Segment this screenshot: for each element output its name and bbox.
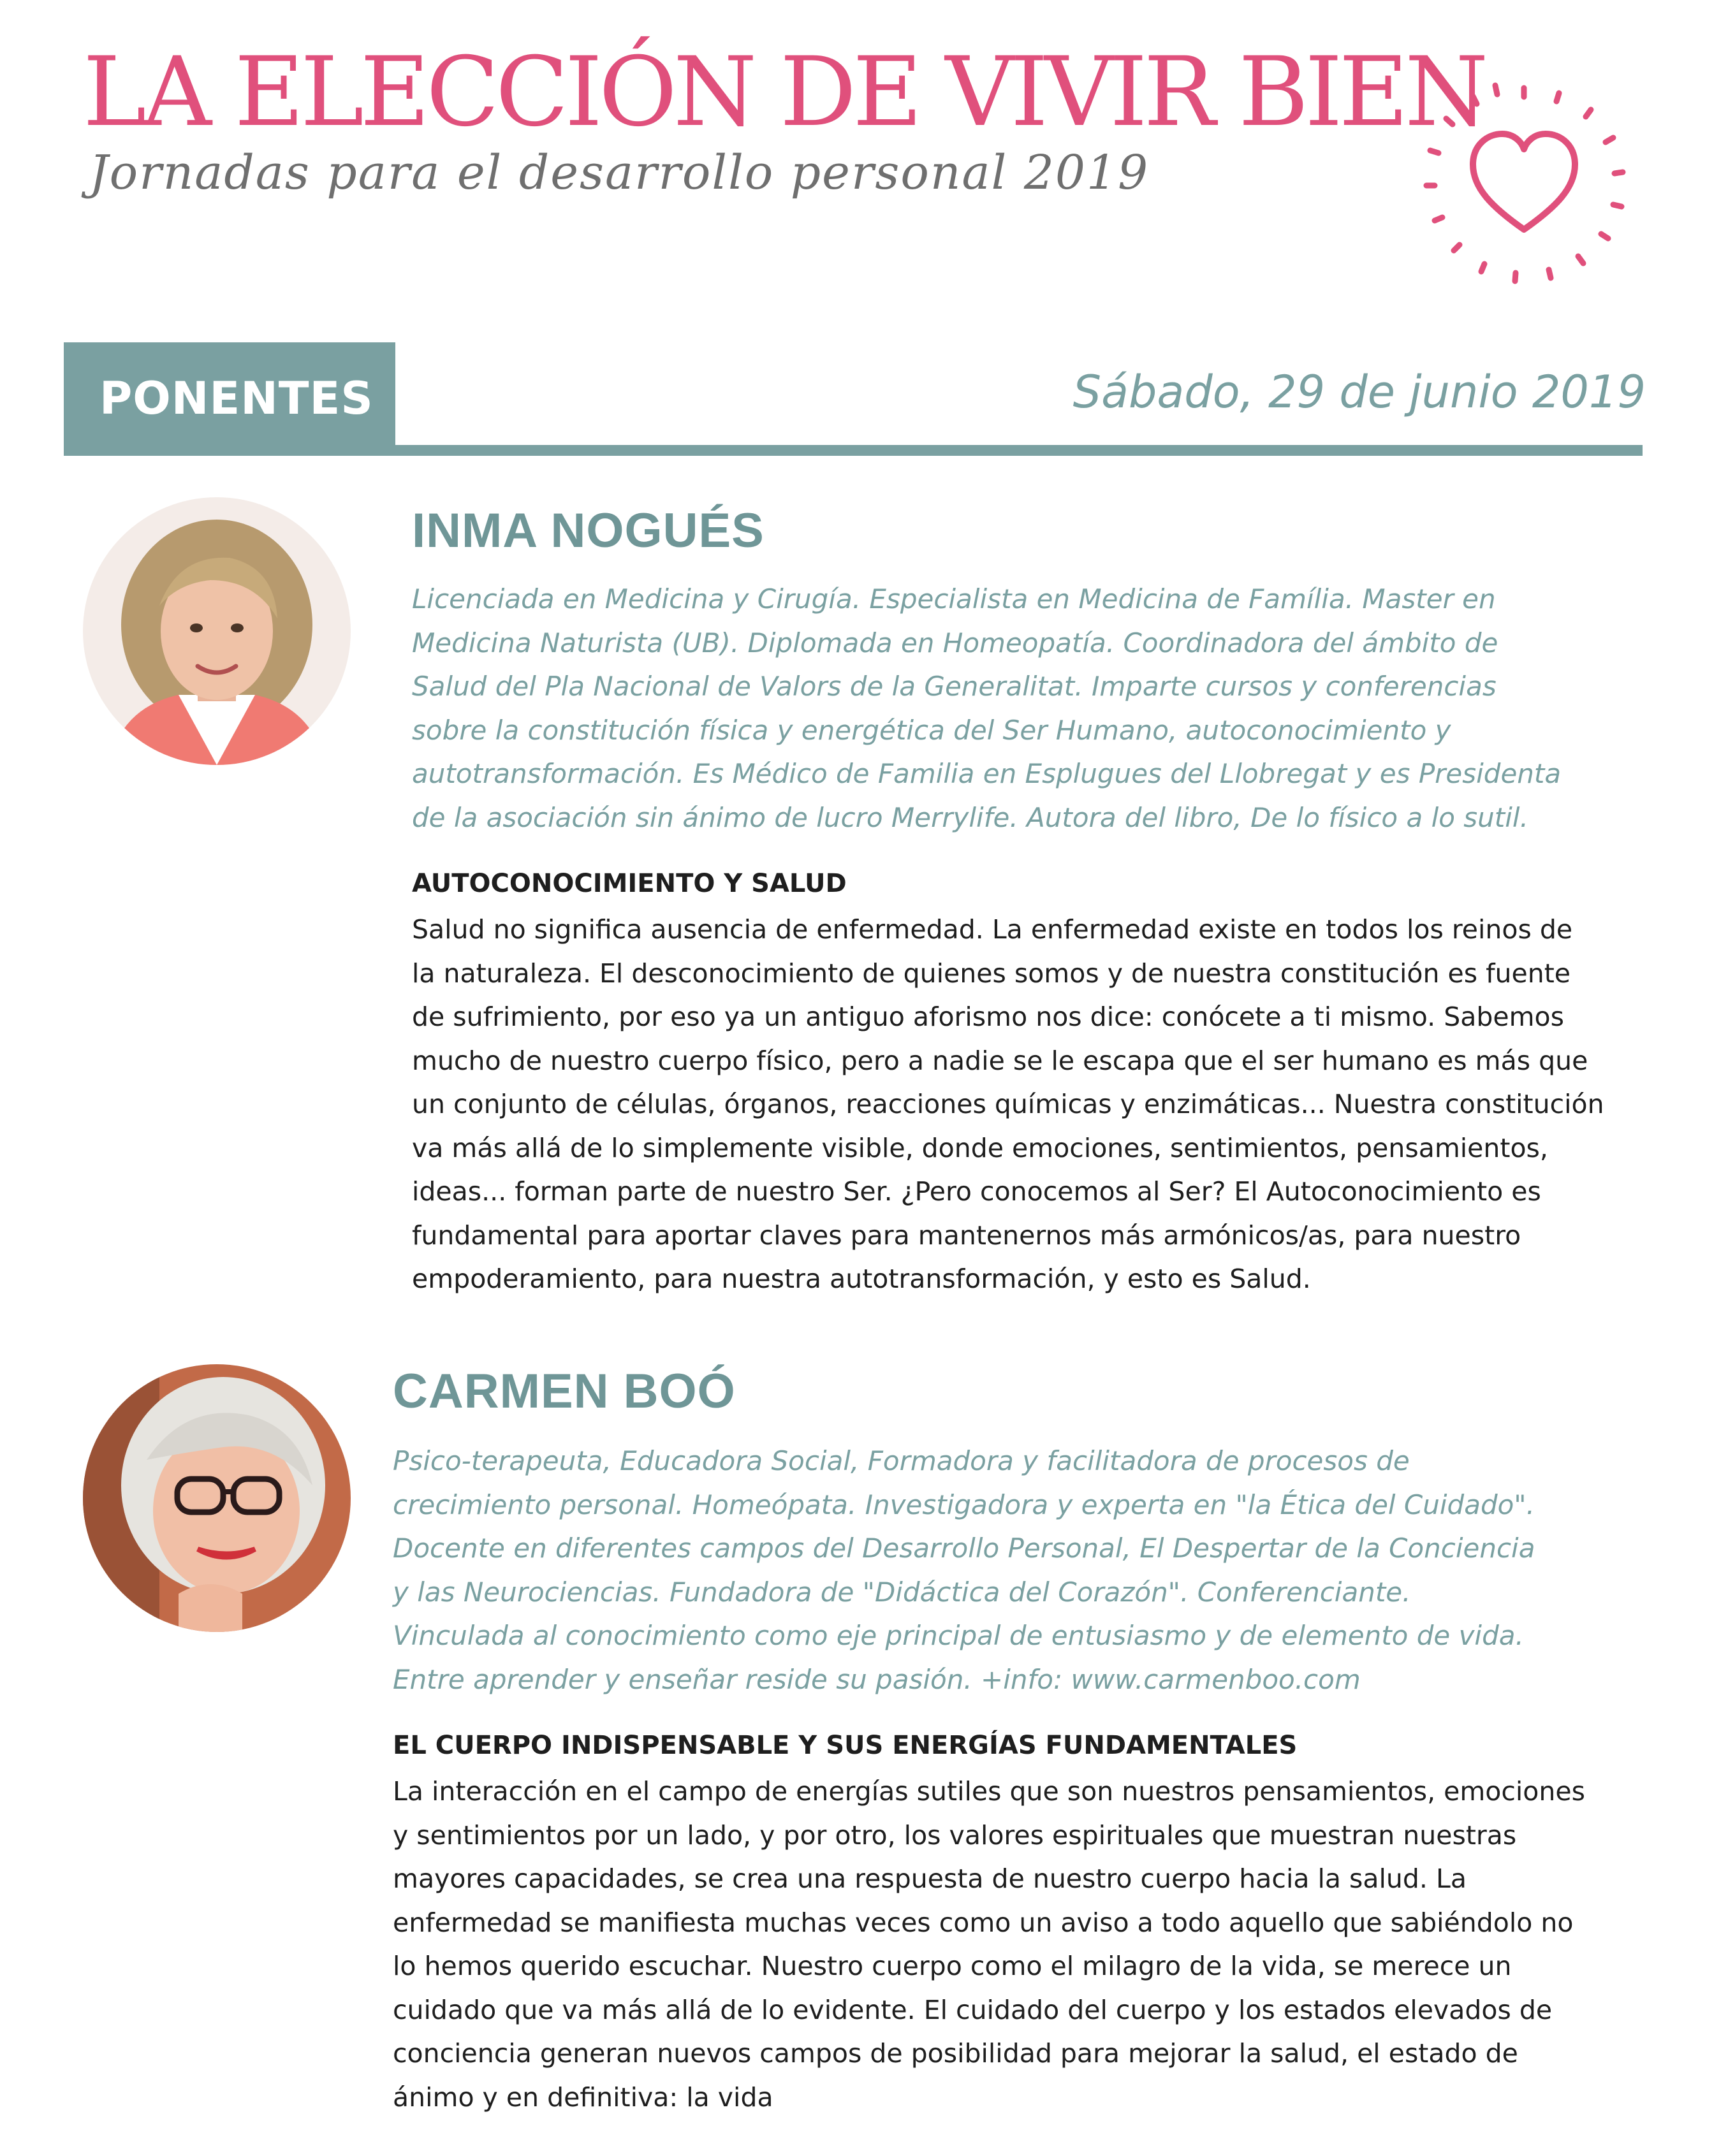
speaker-bio: Psico-terapeuta, Educadora Social, Formadora y facilitadora de procesos de crecimiento personal. Homeópata. Investigadora y experta en "la Ética del Cuidado". Docente en diferentes campos del Desarrollo Personal, El Despertar de la Conciencia y las Neurociencias. Fundadora de "Didáctica del Corazón". Conferenciante. Vinculada al conocimiento como eje principal de entusiasmo y de elemento de vida. Entre aprender y enseñar reside su pasión. +info: www.carmenboo.com [393, 1445, 1535, 1695]
speaker-bio: Licenciada en Medicina y Cirugía. Especialista en Medicina de Família. Master en Medicina Naturista (UB). Diplomada en Homeopatía. Coordinadora del ámbito de Salud del Pla Nacional de Valors de la Generalitat. Imparte cursos y conferencias sobre la constitución física y energética del Ser Humano, autoconocimiento y autotransformación. Es Médico de Familia en Esplugues del Llobregat y es Presidenta de la asociación sin ánimo de lucro Merrylife. Autora del libro, De lo físico a lo sutil. [412, 583, 1562, 833]
section-divider [64, 445, 1643, 456]
section-tab [64, 342, 395, 456]
speaker-photo [83, 497, 351, 765]
portrait-photo-icon [83, 1364, 351, 1632]
event-date: Sábado, 29 de junio 2019 [1072, 366, 1646, 418]
portrait-photo-icon [83, 497, 351, 765]
section-label: PONENTES [99, 372, 374, 425]
talk-title: AUTOCONOCIMIENTO Y SALUD [412, 869, 847, 898]
talk-description: La interacción en el campo de energías sutiles que son nuestros pensamientos, emociones y sentimientos por un lado, y por otro, los valores espirituales que muestran nuestras mayores capacidades, se crea una respuesta de nuestro cuerpo hacia la salud. La enfermedad se manifiesta muchas veces como un aviso a todo aquello que sabiéndolo no lo hemos querido escuchar. Nuestro cuerpo como el milagro de la vida, se merece un cuidado que va más allá de lo evidente. El cuidado del cuerpo y los estados elevados de conciencia generan nuevos campos de posibilidad para mejorar la salud, el estado de ánimo y en definitiva: la vida [393, 1776, 1585, 2113]
heart-icon [1409, 70, 1639, 300]
speaker-name: CARMEN BOÓ [393, 1364, 736, 1418]
speaker-name: INMA NOGUÉS [412, 504, 765, 558]
page-subtitle: Jornadas para el desarrollo personal 2019 [89, 145, 1150, 200]
page-title: LA ELECCIÓN DE VIVIR BIEN [83, 37, 1485, 148]
talk-title: EL CUERPO INDISPENSABLE Y SUS ENERGÍAS FUNDAMENTALES [393, 1731, 1298, 1760]
talk-description: Salud no significa ausencia de enfermedad. La enfermedad existe en todos los reinos de la naturaleza. El desconocimiento de quienes somos y de nuestra constitución es fuente de sufrimiento, por eso ya un antiguo aforismo nos dice: conócete a ti mismo. Sabemos mucho de nuestro cuerpo físico, pero a nadie se le escapa que el ser humano es más que un conjunto de células, órganos, reacciones químicas y enzimáticas... Nuestra constitución va más allá de lo simplemente visible, donde emociones, sentimientos, pensamientos, ideas... forman parte de nuestro Ser. ¿Pero conocemos al Ser? El Autoconocimiento es fundamental para aportar claves para mantenernos más armónicos/as, para nuestro empoderamiento, para nuestra autotransformación, y esto es Salud. [412, 914, 1604, 1294]
speaker-photo [83, 1364, 351, 1632]
